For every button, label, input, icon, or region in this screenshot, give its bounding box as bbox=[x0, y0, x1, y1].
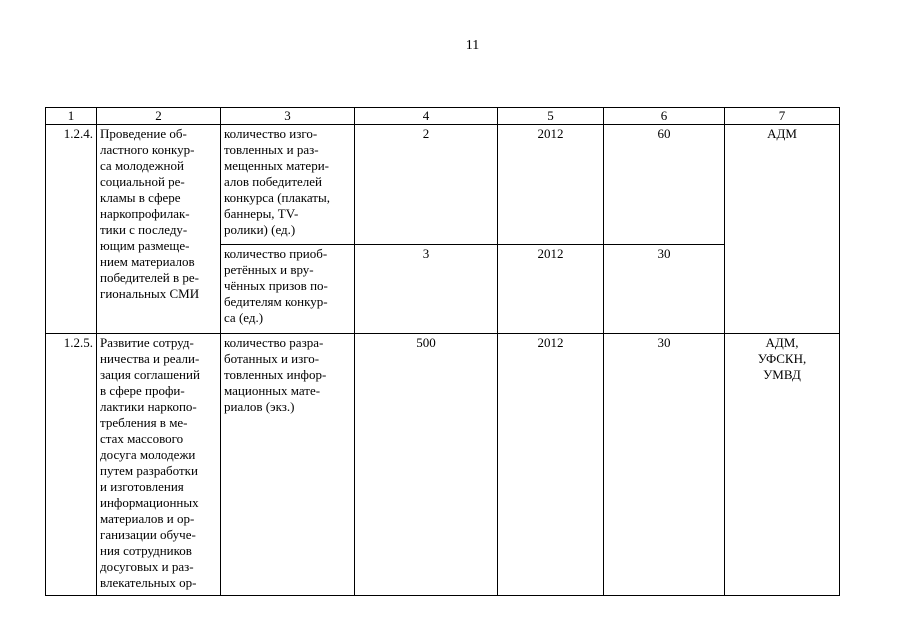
year-cell: 2012 bbox=[498, 125, 604, 245]
item-number: 1.2.5. bbox=[46, 334, 97, 596]
executor-cell: АДМ, УФСКН, УМВД bbox=[725, 334, 840, 596]
activity-cell: Развитие сотруд- ничества и реали- зация соглашений в сфере профи- лактики наркопо- требления в ме- стах массового досуга молодежи путем разработки и изготовления информационных материалов и ор- ганизации обуче- ния сотрудников досуговых и раз- влекательных ор- bbox=[97, 334, 221, 596]
table-row bbox=[46, 334, 840, 596]
amount-cell: 60 bbox=[604, 125, 725, 245]
indicator-cell: количество разра- ботанных и изго- товленных инфор- мационных мате- риалов (экз.) bbox=[221, 334, 355, 596]
value-cell: 2 bbox=[355, 125, 498, 245]
indicator-cell: количество приоб- ретённых и вру- чённых призов по- бедителям конкур- са (ед.) bbox=[221, 245, 355, 334]
header-cell: 3 bbox=[221, 108, 355, 125]
header-cell: 7 bbox=[725, 108, 840, 125]
header-cell: 5 bbox=[498, 108, 604, 125]
header-cell: 1 bbox=[46, 108, 97, 125]
value-cell: 500 bbox=[355, 334, 498, 596]
table-header-row bbox=[46, 108, 840, 125]
activity-cell: Проведение об- ластного конкур- са молодежной социальной ре- кламы в сфере наркопрофилак- тики с последу- ющим размеще- нием материалов победителей в ре- гиональных СМИ bbox=[97, 125, 221, 334]
program-table bbox=[45, 107, 840, 596]
header-cell: 6 bbox=[604, 108, 725, 125]
header-cell: 4 bbox=[355, 108, 498, 125]
executor-cell: АДМ bbox=[725, 125, 840, 334]
header-cell: 2 bbox=[97, 108, 221, 125]
table-row bbox=[46, 125, 840, 245]
amount-cell: 30 bbox=[604, 245, 725, 334]
item-number: 1.2.4. bbox=[46, 125, 97, 334]
page-number: 11 bbox=[465, 38, 480, 53]
year-cell: 2012 bbox=[498, 245, 604, 334]
year-cell: 2012 bbox=[498, 334, 604, 596]
value-cell: 3 bbox=[355, 245, 498, 334]
indicator-cell: количество изго- товленных и раз- мещенных матери- алов победителей конкурса (плакаты, баннеры, TV- ролики) (ед.) bbox=[221, 125, 355, 245]
amount-cell: 30 bbox=[604, 334, 725, 596]
